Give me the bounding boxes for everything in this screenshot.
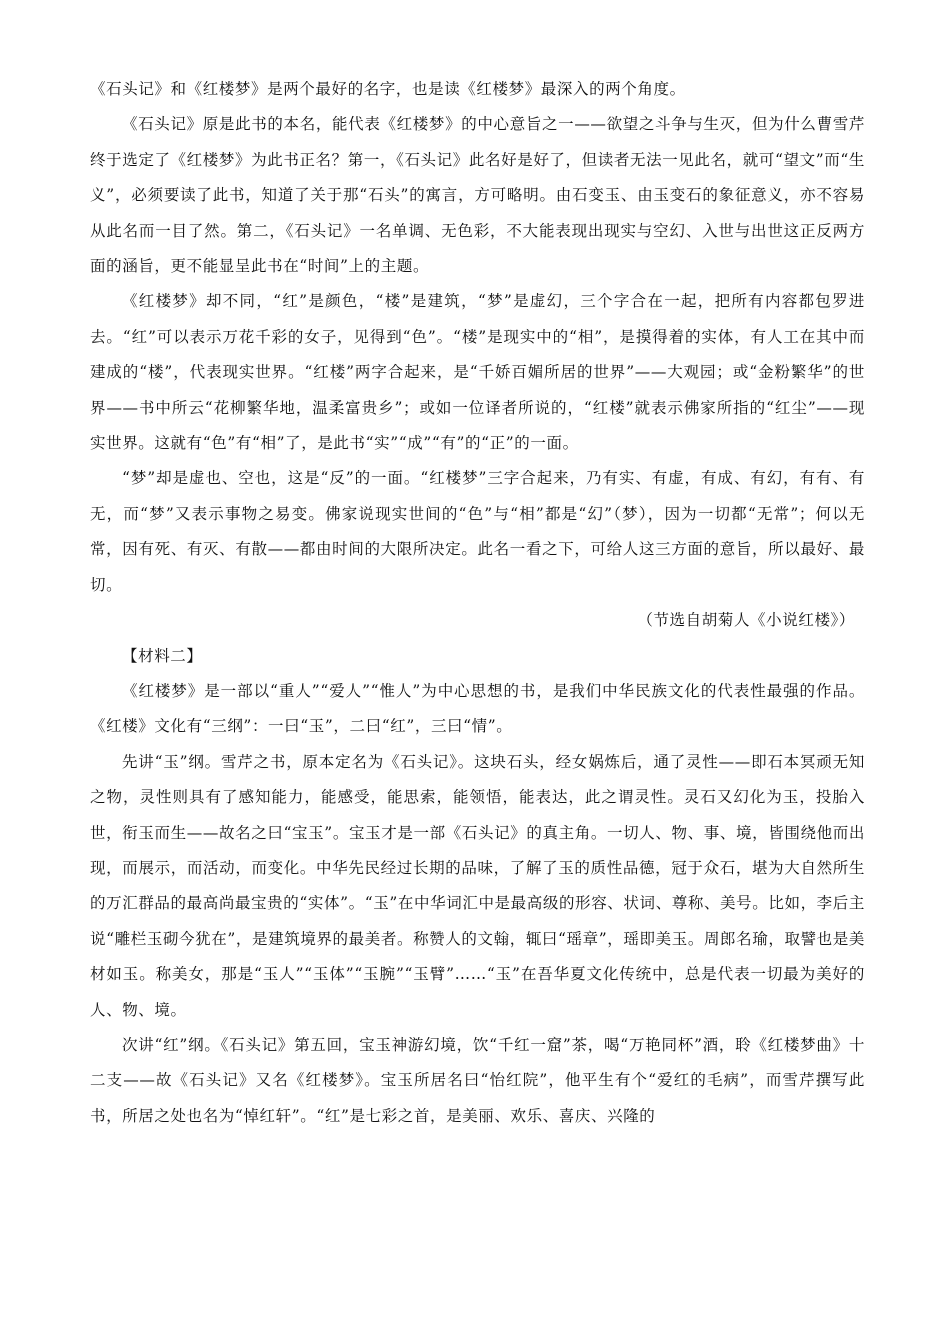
paragraph-4: “梦”却是虚也、空也，这是“反”的一面。“红楼梦”三字合起来，乃有实、有虚，有成、有幻，有有、有无，而“梦”又表示事物之易变。佛家说现实世间的“色”与“相”都是“幻”（梦），因为一切都“无常”；何以无常，因有死、有灭、有散——都由时间的大限所决定。此名一看之下，可给人这三方面的意旨，所以最好、最切。 bbox=[90, 469, 865, 594]
paragraph-1: 《石头记》和《红楼梦》是两个最好的名字，也是读《红楼梦》最深入的两个角度。 bbox=[90, 80, 686, 98]
paragraph-7: 次讲“红”纲。《石头记》第五回，宝玉神游幻境，饮“千红一窟”茶，喝“万艳同杯”酒，聆《红楼梦曲》十二支——故《石头记》又名《红楼梦》。宝玉所居名曰“怡红院”，他平生有个“爱红的毛病”，而雪芹撰写此书，所居之处也名为“悼红轩”。“红”是七彩之首，是美丽、欢乐、喜庆、兴隆的 bbox=[90, 1035, 865, 1125]
document-body bbox=[90, 72, 865, 1134]
paragraph-6: 先讲“玉”纲。雪芹之书，原本定名为《石头记》。这块石头，经女娲炼后，通了灵性——即石本冥顽无知之物，灵性则具有了感知能力，能感受，能思索，能领悟，能表达，此之谓灵性。灵石又幻化为玉，投胎入世，衔玉而生——故名之曰“宝玉”。宝玉才是一部《石头记》的真主角。一切人、物、事、境，皆围绕他而出现，而展示，而活动，而变化。中华先民经过长期的品味，了解了玉的质性品德，冠于众石，堪为大自然所生的万汇群品的最高尚最宝贵的“实体”。“玉”在中华词汇中是最高级的形容、状词、尊称、美号。比如，李后主说“雕栏玉砌今犹在”，是建筑境界的最美者。称赞人的文翰，辄曰“瑶章”，瑶即美玉。周郎名瑜，取譬也是美材如玉。称美女，那是“玉人”“玉体”“玉腕”“玉臂”……“玉”在吾华夏文化传统中，总是代表一切最为美好的人、物、境。 bbox=[90, 752, 865, 1019]
source-citation: （节选自胡菊人《小说红楼》） bbox=[637, 611, 855, 630]
paragraph-2: 《石头记》原是此书的本名，能代表《红楼梦》的中心意旨之一——欲望之斗争与生灭，但为什么曹雪芹终于选定了《红楼梦》为此书正名？第一，《石头记》此名好是好了，但读者无法一见此名，就可“望文”而“生义”，必须要读了此书，知道了关于那“石头”的寓言，方可略明。由石变玉、由玉变石的象征意义，亦不容易从此名而一目了然。第二，《石头记》一名单调、无色彩，不大能表现出现实与空幻、入世与出世这正反两方面的涵旨，更不能显呈此书在“时间”上的主题。 bbox=[90, 115, 865, 276]
material-two-heading: 【材料二】 bbox=[122, 646, 203, 665]
paragraph-5: 《红楼梦》是一部以“重人”“爱人”“惟人”为中心思想的书，是我们中华民族文化的代表性最强的作品。《红楼》文化有“三纲”：一曰“玉”，二曰“红”，三曰“情”。 bbox=[90, 681, 865, 736]
paragraph-3: 《红楼梦》却不同，“红”是颜色，“楼”是建筑，“梦”是虚幻，三个字合在一起，把所有内容都包罗进去。“红”可以表示万花千彩的女子，见得到“色”。“楼”是现实中的“相”，是摸得着的实体，有人工在其中而建成的“楼”，代表现实世界。“红楼”两字合起来，是“千娇百媚所居的世界”——大观园；或“金粉繁华”的世界——书中所云“花柳繁华地，温柔富贵乡”；或如一位译者所说的，“红楼”就表示佛家所指的“红尘”——现实世界。这就有“色”有“相”了，是此书“实”“成”“有”的“正”的一面。 bbox=[90, 292, 865, 453]
